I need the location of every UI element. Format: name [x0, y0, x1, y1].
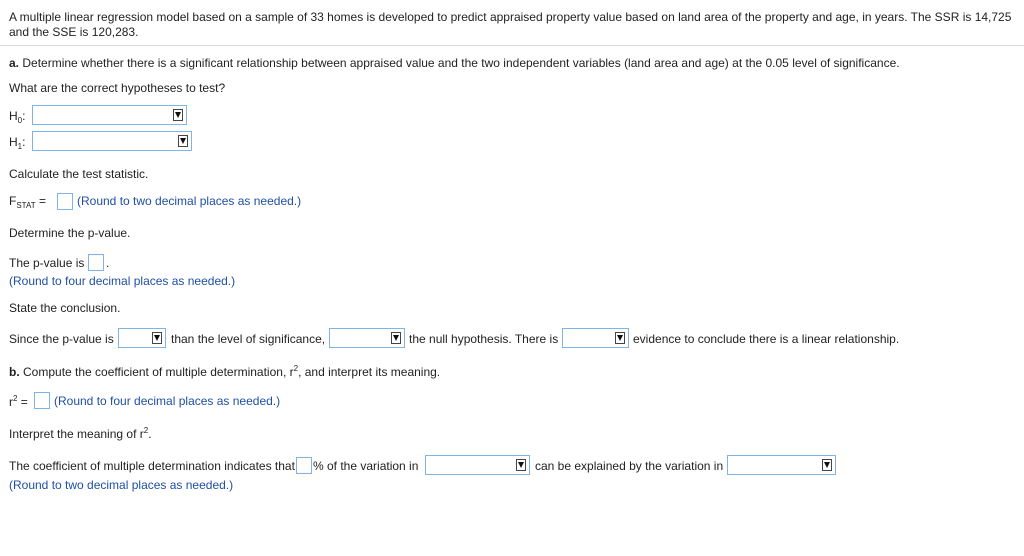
comparison-dropdown[interactable]	[118, 328, 166, 348]
part-b-question: b. Compute the coefficient of multiple determination, $r^2$, and interpret its meaning.	[9, 364, 441, 379]
r2-input[interactable]	[34, 392, 50, 409]
fstat-note: (Round to two decimal places as needed.)	[77, 194, 302, 208]
part-a-question-text: Determine whether there is a significant relationship between appraised value and the two independent variables (land area and age) at the 0.05 level of significance.	[22, 56, 900, 70]
than-text: than the level of significance,	[171, 332, 326, 346]
chevron-down-icon	[173, 109, 183, 121]
chevron-down-icon	[822, 459, 832, 471]
chevron-down-icon	[152, 332, 162, 344]
pct-text: % of the variation in	[313, 459, 419, 473]
pvalue-input[interactable]	[88, 254, 104, 271]
evidence-dropdown[interactable]	[562, 328, 629, 348]
independent-variables-dropdown[interactable]	[727, 455, 836, 475]
pvalue-prompt: Determine the p-value.	[9, 226, 131, 240]
period: .	[106, 256, 110, 270]
conclusion-prompt: State the conclusion.	[9, 301, 121, 315]
chevron-down-icon	[391, 332, 401, 344]
intro-line-1: A multiple linear regression model based on a sample of 33 homes is developed to predict appraised property value based on land area of the property and age, in years. The SSR is 14,725	[9, 10, 1012, 24]
fstat-input[interactable]	[57, 193, 73, 210]
r2-note: (Round to four decimal places as needed.)	[54, 394, 281, 408]
chevron-down-icon	[178, 135, 188, 147]
intro-line-2: and the SSE is 120,283.	[9, 25, 139, 39]
calc-stat-prompt: Calculate the test statistic.	[9, 167, 149, 181]
r2-label: $r^2$ =	[9, 394, 28, 409]
interpret-prompt: Interpret the meaning of $r^2$.	[9, 426, 152, 441]
part-a-label: a.	[9, 56, 20, 70]
fstat-label: $F_{STAT}$ =	[9, 194, 46, 210]
h1-label: $H_1$:	[9, 135, 26, 151]
pvalue-note: (Round to four decimal places as needed.)	[9, 274, 236, 288]
pvalue-text: The p-value is	[9, 256, 85, 270]
chevron-down-icon	[516, 459, 526, 471]
part-a-question	[9, 56, 900, 70]
coef-text: The coefficient of multiple determination indicates that	[9, 459, 295, 473]
part-b-label: b.	[9, 365, 20, 379]
dependent-variable-dropdown[interactable]	[425, 455, 530, 475]
percent-input[interactable]	[296, 457, 312, 474]
explained-text: can be explained by the variation in	[535, 459, 724, 473]
hypotheses-prompt: What are the correct hypotheses to test?	[9, 81, 226, 95]
evidence-text: evidence to conclude there is a linear relationship.	[633, 332, 900, 346]
null-text: the null hypothesis. There is	[409, 332, 559, 346]
since-text: Since the p-value is	[9, 332, 114, 346]
chevron-down-icon	[615, 332, 625, 344]
coef-note: (Round to two decimal places as needed.)	[9, 478, 234, 492]
h0-label: $H_0$:	[9, 109, 26, 125]
h0-dropdown[interactable]	[32, 105, 187, 125]
reject-dropdown[interactable]	[329, 328, 405, 348]
h1-dropdown[interactable]	[32, 131, 192, 151]
divider	[0, 45, 1024, 46]
